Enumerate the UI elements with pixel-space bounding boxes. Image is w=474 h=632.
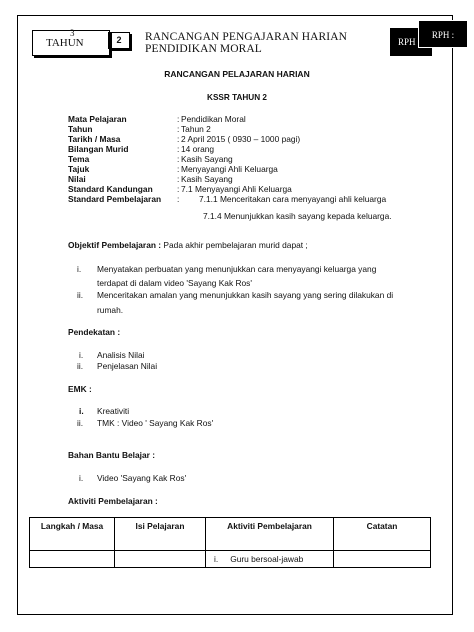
info-value: Menyayangi Ahli Keluarga (181, 164, 278, 174)
table-header-catatan: Catatan (334, 518, 431, 551)
info-value: Kasih Sayang (181, 174, 233, 184)
objektif-item-line1: Menyatakan perbuatan yang menunjukkan cara menyayangi keluarga yang (97, 264, 377, 274)
info-label: Nilai (68, 174, 86, 184)
emk-item-num: ii. (77, 418, 84, 428)
objektif-item-line1: Menceritakan amalan yang menunjukkan kasih sayang yang sering dilakukan di (97, 290, 394, 300)
info-label: Tarikh / Masa (68, 134, 121, 144)
emk-item: Kreativiti (97, 406, 130, 416)
table-header-isi: Isi Pelajaran (115, 518, 206, 551)
header-title-line1: RANCANGAN PENGAJARAN HARIAN (145, 31, 348, 43)
bahan-heading: Bahan Bantu Belajar : (68, 450, 156, 460)
info-colon: : (177, 134, 180, 144)
info-colon: : (177, 124, 180, 134)
info-label: Tajuk (68, 164, 90, 174)
emk-item-num: i. (79, 406, 84, 416)
info-label: Tema (68, 154, 90, 164)
table-cell (206, 551, 334, 568)
pendekatan-heading: Pendekatan : (68, 327, 121, 337)
tahun-label: TAHUN (46, 37, 84, 49)
info-colon: : (177, 164, 180, 174)
pendekatan-item-num: ii. (77, 361, 84, 371)
emk-heading: EMK : (68, 384, 92, 394)
info-label: Tahun (68, 124, 93, 134)
tahun-box (32, 30, 110, 56)
info-value: 7.1 Menyayangi Ahli Keluarga (181, 184, 292, 194)
info-value: Kasih Sayang (181, 154, 233, 164)
table-cell (30, 551, 115, 568)
info-colon: : (177, 194, 180, 204)
rph-badge-back: RPH (390, 28, 432, 56)
table-row-text: Guru bersoal-jawab (230, 554, 304, 564)
objektif-item-line2: terdapat di dalam video 'Sayang Kak Ros' (97, 278, 252, 288)
objektif-text: Pada akhir pembelajaran murid dapat ; (161, 240, 308, 250)
objektif-heading (68, 240, 308, 250)
info-value: 14 orang (181, 144, 215, 154)
info-label: Standard Kandungan (68, 184, 153, 194)
info-colon: : (177, 154, 180, 164)
objektif-item-num: ii. (77, 290, 84, 300)
info-colon: : (177, 174, 180, 184)
info-label: Standard Pembelajaran (68, 194, 162, 204)
standard-pembelajaran-extra: 7.1.4 Menunjukkan kasih sayang kepada keluarga. (203, 211, 392, 221)
table-cell (334, 551, 431, 568)
info-colon: : (177, 184, 180, 194)
table-header-langkah: Langkah / Masa (30, 518, 115, 551)
document-subtitle: KSSR TAHUN 2 (207, 93, 267, 102)
pendekatan-item: Penjelasan Nilai (97, 361, 158, 371)
table-row-num: i. (214, 554, 219, 564)
rph-badge-front: RPH : (418, 20, 468, 48)
year-number-box: 2 (108, 32, 130, 49)
info-value: Pendidikan Moral (181, 114, 246, 124)
tahun-superscript: 3 (70, 28, 75, 38)
info-colon: : (177, 144, 180, 154)
info-value: 2 April 2015 ( 0930 – 1000 pagi) (181, 134, 301, 144)
document-title: RANCANGAN PELAJARAN HARIAN (164, 69, 310, 79)
bahan-item-num: i. (79, 473, 84, 483)
objektif-label: Objektif Pembelajaran : (68, 240, 162, 250)
table-cell (115, 551, 206, 568)
aktiviti-table (29, 517, 431, 568)
pendekatan-item: Analisis Nilai (97, 350, 145, 360)
objektif-item-line2: rumah. (97, 305, 124, 315)
table-row (30, 551, 431, 568)
info-colon: : (177, 114, 180, 124)
header-title (145, 31, 347, 55)
aktiviti-heading: Aktiviti Pembelajaran : (68, 496, 158, 506)
info-value: 7.1.1 Menceritakan cara menyayangi ahli keluarga (199, 194, 387, 204)
table-header-row (30, 518, 431, 551)
bahan-item: Video 'Sayang Kak Ros' (97, 473, 187, 483)
info-label: Mata Pelajaran (68, 114, 127, 124)
info-value: Tahun 2 (181, 124, 211, 134)
header-title-line2: PENDIDIKAN MORAL (145, 43, 262, 55)
info-label: Bilangan Murid (68, 144, 129, 154)
emk-item: TMK : Video ' Sayang Kak Ros' (97, 418, 214, 428)
objektif-item-num: i. (77, 264, 82, 274)
table-header-aktiviti: Aktiviti Pembelajaran (206, 518, 334, 551)
pendekatan-item-num: i. (79, 350, 84, 360)
